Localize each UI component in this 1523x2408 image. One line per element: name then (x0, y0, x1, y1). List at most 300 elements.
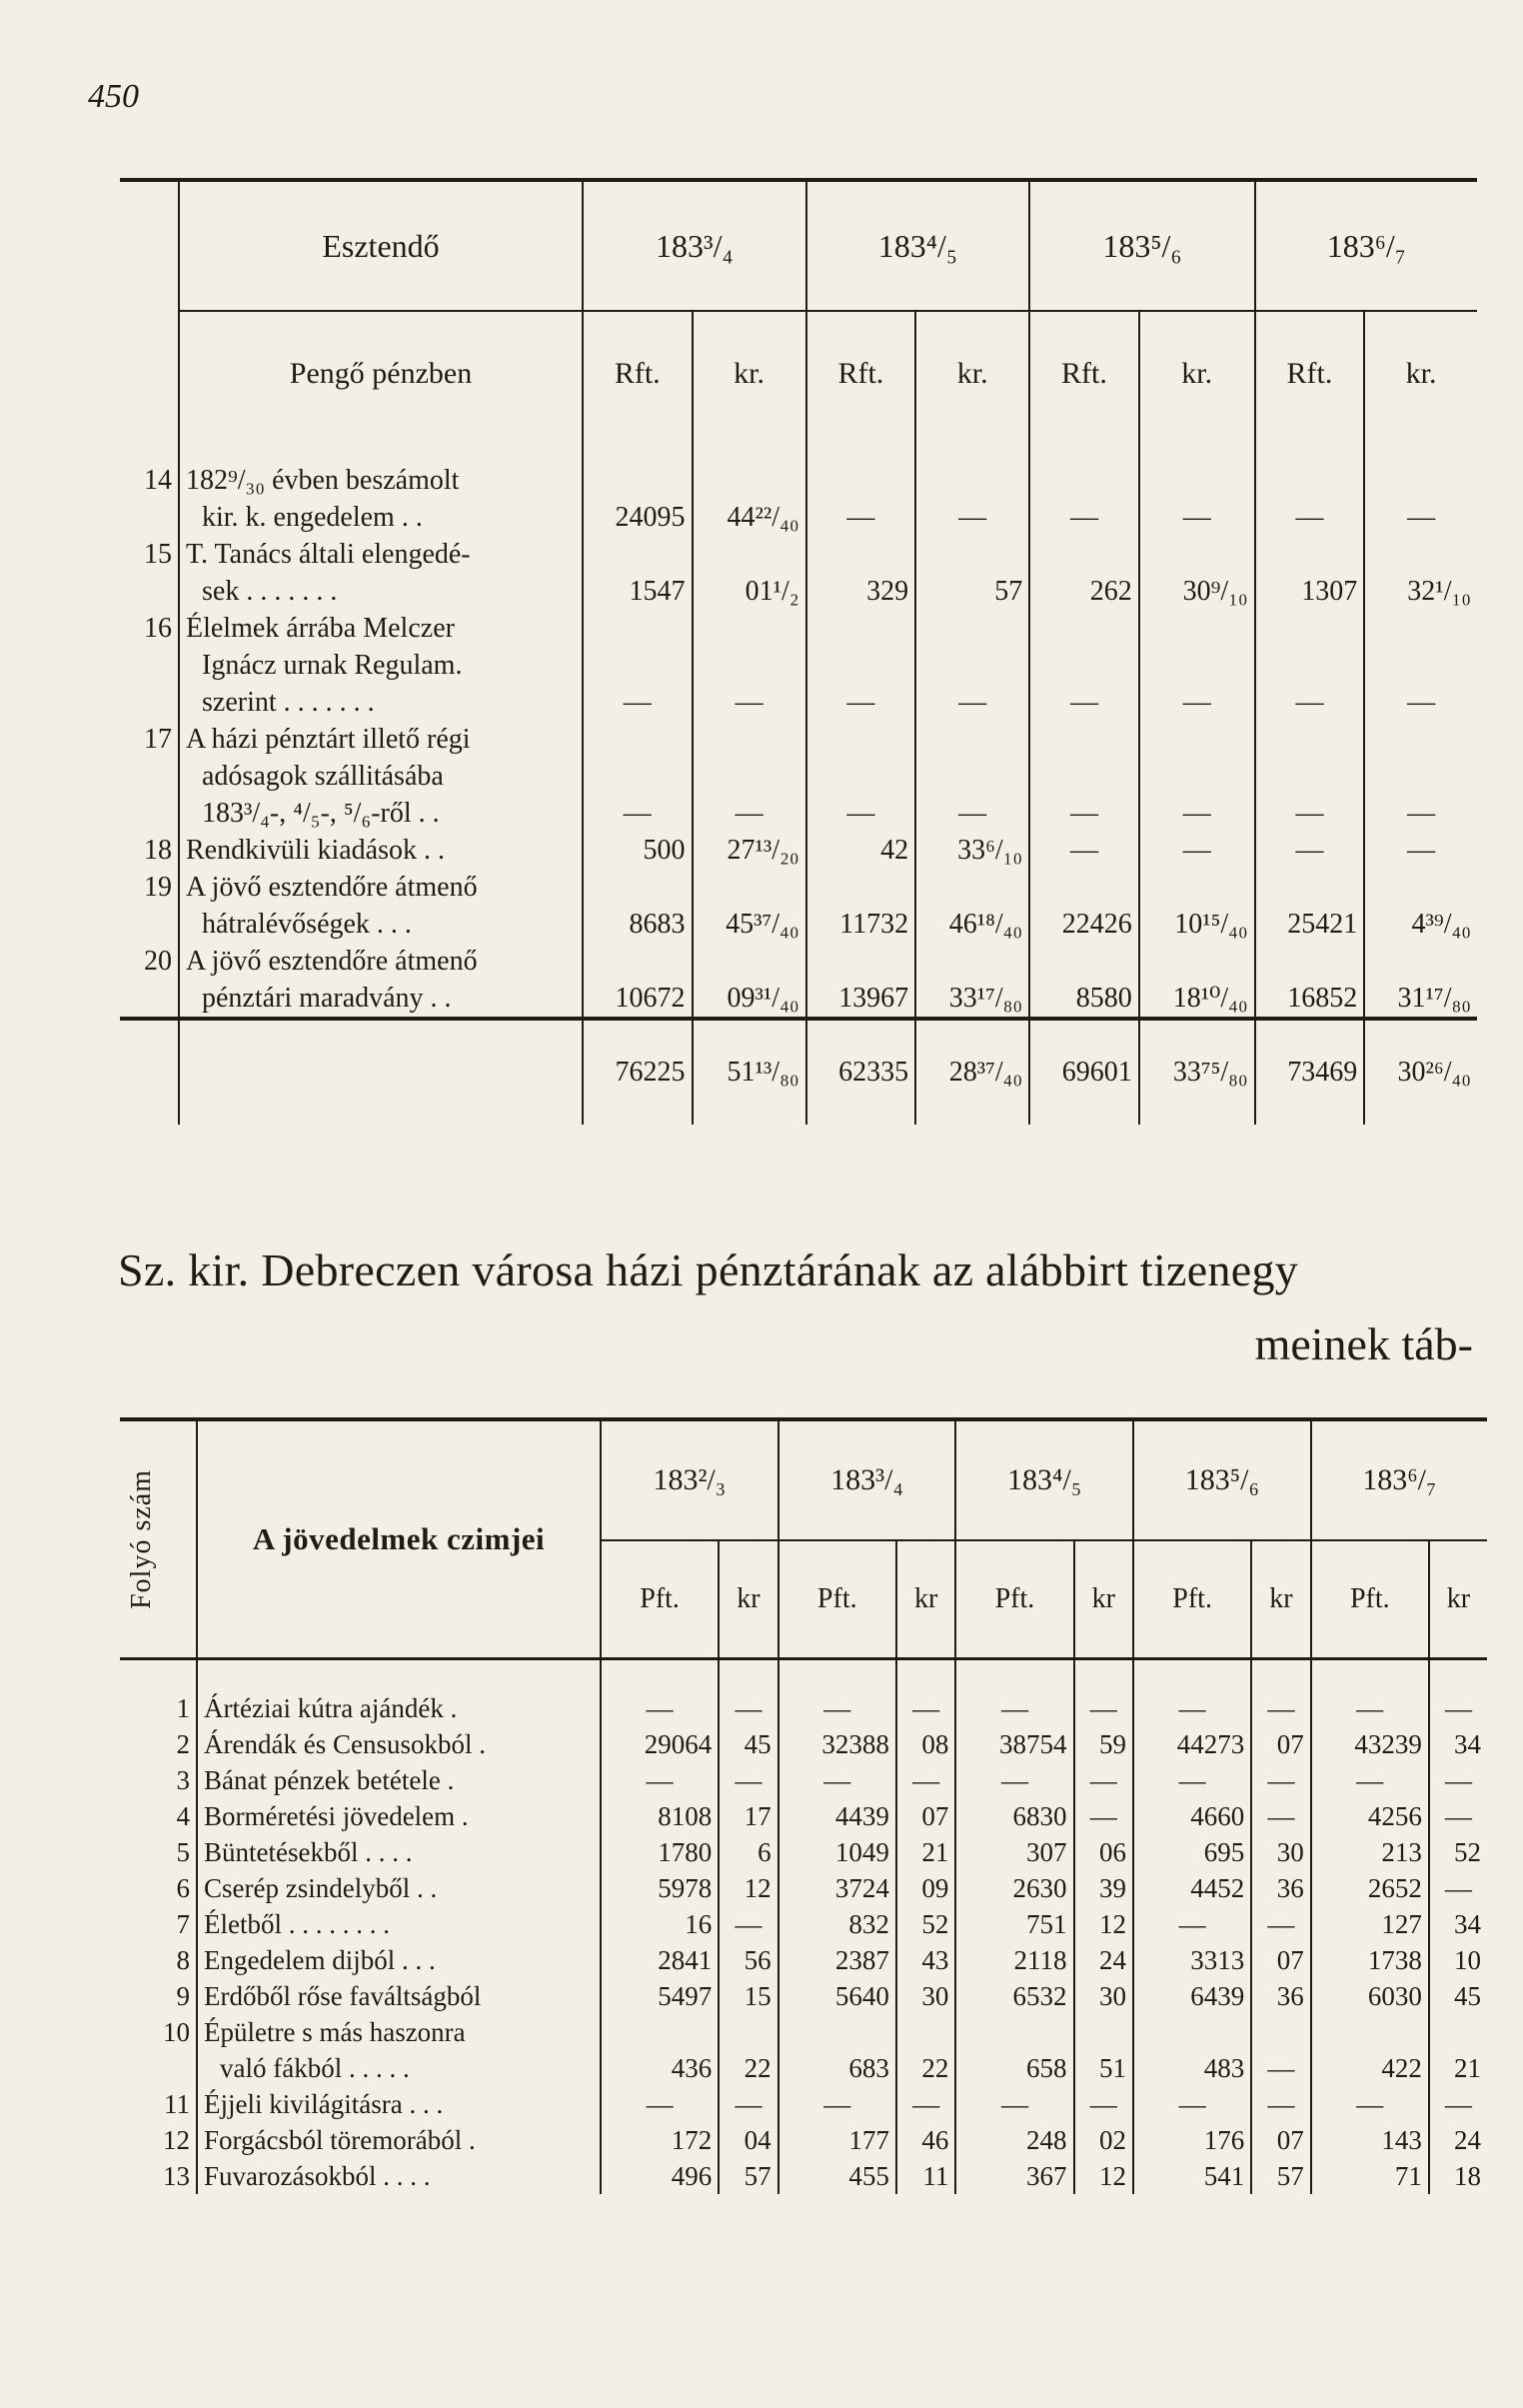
amount-pft (1311, 2014, 1429, 2086)
amount-pft (778, 2122, 896, 2158)
amount-pft (1133, 2014, 1251, 2086)
amount-kr (1429, 1870, 1487, 1906)
value: 39 (1099, 1873, 1127, 1903)
amount-pft (1311, 2158, 1429, 2194)
amount-pft (955, 1942, 1073, 1978)
value: 17 (744, 1801, 771, 1831)
value: 12 (1099, 2161, 1127, 2191)
value: — (735, 1909, 762, 1939)
value: 695 (1203, 1837, 1245, 1867)
amount-kr (896, 1762, 955, 1798)
value: 59 (1099, 1729, 1127, 1759)
description-line: Élelmek árrába Melczer (186, 613, 455, 644)
value: — (646, 2089, 674, 2119)
row-description (179, 943, 583, 1019)
value: — (1267, 2089, 1295, 2119)
amount-pft (1133, 1870, 1251, 1906)
amount-kr (1429, 1906, 1487, 1942)
table-row (120, 436, 1477, 536)
amount-pft (1311, 1834, 1429, 1870)
value: 36 (1276, 1981, 1304, 2011)
income-heading: A jövedelmek czimjei (252, 1521, 546, 1556)
value: 127 (1381, 1909, 1422, 1939)
value: 5978 (658, 1873, 713, 1903)
value: — (1267, 1801, 1295, 1831)
value: 01¹/₂ (745, 576, 799, 607)
value: 30 (1276, 1837, 1304, 1867)
value: — (912, 1693, 940, 1723)
amount-pft (1133, 1726, 1251, 1762)
row-number-subheader (120, 311, 179, 436)
amount-kr (1364, 610, 1477, 721)
amount-kr (896, 2086, 955, 2122)
total-kr: 51¹³/₈₀ (693, 1019, 806, 1125)
amount-rft (1255, 869, 1365, 943)
amount-pft (601, 1834, 719, 1870)
amount-pft (601, 2122, 719, 2158)
value: 51 (1099, 2053, 1127, 2083)
amount-rft (806, 943, 916, 1019)
value: 22426 (1061, 909, 1132, 940)
amount-rft (1029, 869, 1139, 943)
value: 751 (1026, 1909, 1067, 1939)
amount-pft (1311, 1942, 1429, 1978)
value: 07 (1276, 1729, 1304, 1759)
value: 43 (921, 1945, 949, 1975)
amount-rft (1255, 832, 1365, 869)
value: — (1069, 835, 1098, 866)
amount-kr (719, 1942, 777, 1978)
unit-kr-header: kr (1074, 1540, 1133, 1659)
value: — (1295, 502, 1324, 533)
row-number: 16 (144, 613, 172, 644)
unit-kr-header: kr (1251, 1540, 1310, 1659)
value: — (1000, 1765, 1028, 1795)
value: 21 (921, 1837, 949, 1867)
value: — (958, 502, 987, 533)
value: 31¹⁷/₈₀ (1397, 983, 1471, 1014)
row-description (179, 536, 583, 610)
value: 24 (1099, 1945, 1127, 1975)
amount-pft (1311, 1762, 1429, 1798)
amount-pft (955, 1870, 1073, 1906)
value: — (1267, 1693, 1295, 1723)
value: — (1178, 1693, 1206, 1723)
amount-kr (1429, 2014, 1487, 2086)
amount-rft (583, 832, 693, 869)
amount-rft (1255, 943, 1365, 1019)
amount-kr (719, 2014, 777, 2086)
amount-kr (1364, 943, 1477, 1019)
amount-pft (778, 1726, 896, 1762)
total-rft: 73469 (1255, 1019, 1365, 1125)
value: — (1295, 687, 1324, 718)
unit-kr-header: kr. (1364, 311, 1477, 436)
value: 52 (921, 1909, 949, 1939)
value: 27¹³/₂₀ (727, 835, 799, 866)
amount-rft (1029, 832, 1139, 869)
amount-kr (1251, 1726, 1310, 1762)
amount-pft (1311, 1798, 1429, 1834)
row-description (197, 2158, 601, 2194)
table-row (120, 1798, 1487, 1834)
description-line: kir. k. engedelem . . (202, 502, 423, 533)
table-row (120, 1834, 1487, 1870)
amount-kr (719, 1762, 777, 1798)
row-number: 8 (176, 1945, 190, 1975)
amount-kr (1074, 2158, 1133, 2194)
description-line: Erdőből rőse faváltságból (204, 1981, 482, 2011)
amount-kr (1429, 1762, 1487, 1798)
amount-pft (1311, 2086, 1429, 2122)
value: — (623, 798, 652, 829)
amount-rft (583, 436, 693, 536)
value: 15 (744, 1981, 771, 2011)
value: 3313 (1190, 1945, 1245, 1975)
amount-pft (601, 1659, 719, 1727)
value: — (1267, 1765, 1295, 1795)
amount-kr (719, 2158, 777, 2194)
row-description (197, 1942, 601, 1978)
amount-kr (693, 536, 806, 610)
value: 436 (671, 2053, 713, 2083)
row-number: 2 (176, 1729, 190, 1759)
year-header: 183²/₃ (601, 1419, 778, 1540)
amount-kr (1364, 536, 1477, 610)
value: 329 (866, 576, 909, 607)
total-rft: 62335 (806, 1019, 916, 1125)
value: 6030 (1367, 1981, 1422, 2011)
table-row (120, 2014, 1487, 2086)
value: — (1089, 2089, 1117, 2119)
value: — (823, 1765, 851, 1795)
value: 2118 (1013, 1945, 1067, 1975)
value: 6532 (1012, 1981, 1067, 2011)
amount-pft (778, 1798, 896, 1834)
amount-kr (1429, 1659, 1487, 1727)
value: 483 (1203, 2053, 1245, 2083)
unit-kr-header: kr (896, 1540, 955, 1659)
amount-kr (1429, 1798, 1487, 1834)
amount-kr (1139, 536, 1255, 610)
description-line: Büntetésekből . . . . (204, 1837, 413, 1867)
value: — (1295, 798, 1324, 829)
value: 29064 (644, 1729, 713, 1759)
row-number: 10 (163, 2017, 190, 2047)
value: — (846, 798, 875, 829)
description-line: A jövő esztendőre átmenő (186, 946, 478, 977)
amount-kr (1139, 943, 1255, 1019)
value: 11 (922, 2161, 949, 2191)
amount-kr (1251, 1762, 1310, 1798)
value: — (1178, 1765, 1206, 1795)
value: 10672 (615, 983, 686, 1014)
amount-pft (778, 1762, 896, 1798)
description-line: Fuvarozásokból . . . . (204, 2161, 431, 2191)
value: 1738 (1367, 1945, 1422, 1975)
amount-kr (1074, 2086, 1133, 2122)
amount-kr (719, 1906, 777, 1942)
value: 1307 (1301, 576, 1358, 607)
income-table (120, 1417, 1487, 2194)
value: 16852 (1287, 983, 1358, 1014)
row-number: 15 (144, 539, 172, 570)
amount-pft (1133, 1906, 1251, 1942)
value: — (1356, 1765, 1384, 1795)
row-description (197, 1978, 601, 2014)
amount-pft (1133, 2086, 1251, 2122)
value: — (1356, 1693, 1384, 1723)
amount-kr (719, 1726, 777, 1762)
amount-kr (1251, 1834, 1310, 1870)
amount-kr (1074, 1659, 1133, 1727)
amount-kr (1251, 1942, 1310, 1978)
value: 46¹⁸/₄₀ (948, 909, 1023, 940)
amount-pft (778, 1906, 896, 1942)
row-number: 12 (163, 2125, 190, 2155)
value: 71 (1394, 2161, 1422, 2191)
amount-kr (1429, 2086, 1487, 2122)
amount-pft (601, 2014, 719, 2086)
row-description (197, 1870, 601, 1906)
amount-kr (896, 1834, 955, 1870)
amount-kr (719, 1834, 777, 1870)
amount-kr (719, 1659, 777, 1727)
unit-rft-header: Rft. (1255, 311, 1365, 436)
value: 6 (758, 1837, 771, 1867)
value: — (735, 1693, 762, 1723)
description-line: Borméretési jövedelem . (204, 1801, 469, 1831)
amount-pft (955, 2014, 1073, 2086)
amount-pft (601, 1942, 719, 1978)
amount-pft (601, 1870, 719, 1906)
row-number-header (120, 180, 179, 311)
value: 3724 (834, 1873, 889, 1903)
unit-kr-header: kr. (915, 311, 1029, 436)
row-description (197, 2086, 601, 2122)
income-heading-cell (197, 1419, 601, 1659)
description-line: adósagok szállitásába (202, 761, 444, 792)
amount-kr (693, 721, 806, 832)
value: — (846, 687, 875, 718)
value: 2652 (1367, 1873, 1422, 1903)
value: — (1356, 2089, 1384, 2119)
row-number: 6 (176, 1873, 190, 1903)
description-line: hátralévőségek . . . (202, 909, 412, 940)
description-line: 182⁹/₃₀ évben beszámolt (186, 465, 460, 496)
amount-pft (601, 1978, 719, 2014)
table-row (120, 2158, 1487, 2194)
amount-pft (1133, 1834, 1251, 1870)
value: — (1407, 798, 1436, 829)
row-description (197, 1659, 601, 1727)
value: 177 (848, 2125, 889, 2155)
table-row (120, 1942, 1487, 1978)
amount-pft (778, 1978, 896, 2014)
description-line: Ártéziai kútra ajándék . (204, 1693, 458, 1723)
table-row (120, 2122, 1487, 2158)
amount-kr (1074, 1978, 1133, 2014)
value: 11732 (839, 909, 909, 940)
amount-pft (1311, 1726, 1429, 1762)
row-number: 14 (144, 465, 172, 496)
amount-pft (1133, 2122, 1251, 2158)
value: 24 (1454, 2125, 1481, 2155)
row-number: 5 (176, 1837, 190, 1867)
page-title-continued: meinek táb- (1254, 1318, 1473, 1369)
value: — (646, 1765, 674, 1795)
total-kr: 30²⁶/₄₀ (1364, 1019, 1477, 1125)
table-row (120, 1659, 1487, 1727)
value: — (735, 687, 763, 718)
amount-kr (1074, 1726, 1133, 1762)
total-kr: 28³⁷/₄₀ (915, 1019, 1029, 1125)
value: 8108 (658, 1801, 713, 1831)
amount-rft (806, 436, 916, 536)
amount-rft (583, 869, 693, 943)
amount-rft (583, 610, 693, 721)
value: — (1000, 2089, 1028, 2119)
value: — (958, 687, 987, 718)
value: — (912, 2089, 940, 2119)
value: 541 (1203, 2161, 1245, 2191)
amount-kr (1139, 610, 1255, 721)
row-description (179, 436, 583, 536)
amount-kr (1074, 1762, 1133, 1798)
value: 45 (744, 1729, 771, 1759)
amount-kr (896, 2122, 955, 2158)
amount-kr (719, 2086, 777, 2122)
description-line: Rendkivüli kiadások . . (186, 835, 445, 866)
value: — (1295, 835, 1324, 866)
currency-label: Pengő pénzben (179, 311, 583, 436)
description-line: T. Tanács általi elengedé- (186, 539, 471, 570)
amount-rft (1255, 436, 1365, 536)
total-kr: 33⁷⁵/₈₀ (1139, 1019, 1255, 1125)
row-number: 9 (176, 1981, 190, 2011)
value: 44273 (1176, 1729, 1245, 1759)
value: 6439 (1190, 1981, 1245, 2011)
expenses-table (120, 178, 1477, 1125)
amount-rft (1255, 536, 1365, 610)
amount-pft (778, 2158, 896, 2194)
amount-pft (601, 2158, 719, 2194)
amount-pft (1133, 1762, 1251, 1798)
amount-kr (1074, 1942, 1133, 1978)
table-row (120, 1726, 1487, 1762)
description-line: Ignácz urnak Regulam. (202, 650, 463, 681)
value: 10 (1454, 1945, 1481, 1975)
amount-pft (778, 2086, 896, 2122)
amount-kr (896, 1942, 955, 1978)
value: — (823, 2089, 851, 2119)
amount-kr (896, 1798, 955, 1834)
value: 10¹⁵/₄₀ (1174, 909, 1248, 940)
amount-pft (955, 2158, 1073, 2194)
value: 13967 (838, 983, 909, 1014)
value: 307 (1026, 1837, 1067, 1867)
amount-pft (1133, 2158, 1251, 2194)
amount-kr (1074, 2122, 1133, 2158)
value: — (1069, 687, 1098, 718)
amount-kr (693, 943, 806, 1019)
amount-pft (955, 1978, 1073, 2014)
value: 367 (1026, 2161, 1067, 2191)
value: — (1407, 502, 1436, 533)
value: — (1182, 687, 1211, 718)
amount-pft (955, 1659, 1073, 1727)
amount-pft (955, 1762, 1073, 1798)
value: — (1069, 798, 1098, 829)
amount-rft (1029, 610, 1139, 721)
amount-pft (955, 2086, 1073, 2122)
amount-kr (719, 1978, 777, 2014)
unit-kr-header: kr (719, 1540, 777, 1659)
value: — (1444, 1873, 1472, 1903)
amount-kr (1251, 1659, 1310, 1727)
unit-kr-header: kr. (1139, 311, 1255, 436)
value: 4³⁹/₄₀ (1411, 909, 1471, 940)
value: — (912, 1765, 940, 1795)
value: 34 (1454, 1909, 1481, 1939)
amount-pft (1311, 1906, 1429, 1942)
year-header: 183³/₄ (778, 1419, 956, 1540)
value: 1547 (629, 576, 686, 607)
amount-kr (1074, 1834, 1133, 1870)
value: — (1178, 1909, 1206, 1939)
row-number: 1 (176, 1693, 190, 1723)
value: 08 (921, 1729, 949, 1759)
amount-kr (1251, 1978, 1310, 2014)
amount-kr (915, 943, 1029, 1019)
amount-pft (1133, 1659, 1251, 1727)
value: 07 (921, 1801, 949, 1831)
value: 5497 (658, 1981, 713, 2011)
amount-kr (1139, 869, 1255, 943)
row-number: 20 (144, 946, 172, 977)
amount-kr (1364, 436, 1477, 536)
value: 12 (744, 1873, 771, 1903)
table-row (120, 943, 1477, 1019)
amount-rft (806, 832, 916, 869)
amount-kr (1251, 2014, 1310, 2086)
amount-kr (693, 869, 806, 943)
value: 06 (1099, 1837, 1127, 1867)
amount-rft (1255, 721, 1365, 832)
row-description (197, 1798, 601, 1834)
folyo-szam-header (120, 1419, 197, 1659)
amount-kr (1139, 436, 1255, 536)
unit-pft-header: Pft. (778, 1540, 896, 1659)
amount-pft (1311, 1870, 1429, 1906)
value: — (735, 798, 763, 829)
amount-pft (1133, 1798, 1251, 1834)
unit-pft-header: Pft. (1311, 1540, 1429, 1659)
amount-kr (693, 436, 806, 536)
value: 57 (1276, 2161, 1304, 2191)
amount-kr (915, 721, 1029, 832)
value: — (1182, 798, 1211, 829)
value: — (623, 687, 652, 718)
amount-rft (1029, 721, 1139, 832)
value: — (1089, 1801, 1117, 1831)
table-row (120, 1978, 1487, 2014)
amount-kr (1251, 2122, 1310, 2158)
value: 22 (744, 2053, 771, 2083)
row-description (179, 869, 583, 943)
row-number: 18 (144, 835, 172, 866)
value: — (1182, 502, 1211, 533)
